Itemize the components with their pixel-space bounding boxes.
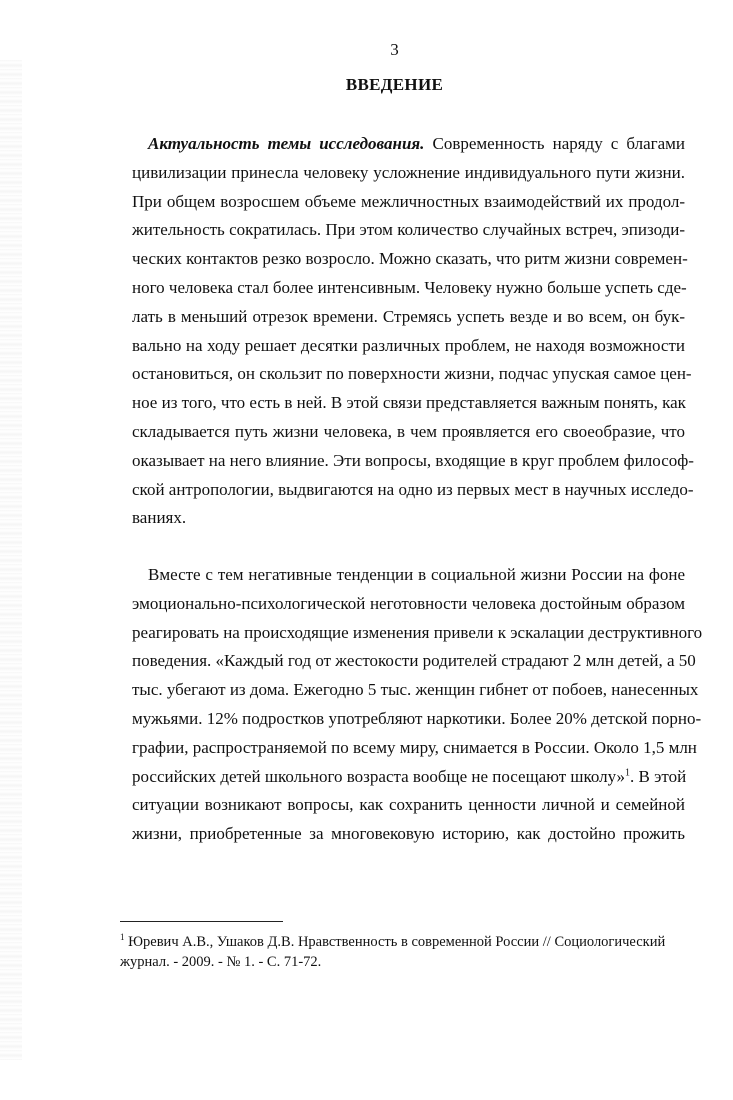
text-line: мужьями. 12% подростков употребляют наркотики. Более 20% детской порно- xyxy=(132,708,702,728)
text-line: Вместе с тем негативные тенденции в социальной жизни России на фоне xyxy=(148,565,685,584)
footnote-line: $^1$ Юревич А.В., Ушаков Д.В. Нравственность в современной России // Социологический xyxy=(120,932,666,950)
page-number: 3 xyxy=(390,40,399,59)
text-line: поведения. «Каждый год от жестокости родителей страдают 2 млн детей, а 50 xyxy=(132,651,696,671)
text-line: ситуации возникают вопросы, как сохранить ценности личной и семейной xyxy=(132,795,685,815)
paragraph-relevance xyxy=(132,130,694,533)
text-line: жизни, приобретенные за многовековую историю, как достойно прожить xyxy=(132,824,685,844)
text-line: ской антропологии, выдвигаются на одно из первых мест в научных исследо- xyxy=(132,479,694,499)
text-line: эмоционально-психологической неготовности человека достойным образом xyxy=(132,593,685,613)
footnote-mark: 1 xyxy=(120,932,125,943)
text-line: тыс. убегают из дома. Ежегодно 5 тыс. женщин гибнет от побоев, нанесенных xyxy=(132,680,699,700)
footnote xyxy=(120,932,680,972)
text-line: При общем возросшем объеме межличностных взаимодействий их продол- xyxy=(132,191,685,211)
text-line: ваниях. xyxy=(132,508,187,528)
text-line: Актуальность темы исследования. Современность наряду с благами xyxy=(148,134,685,153)
text-line: лать в меньший отрезок времени. Стремясь успеть везде и во всем, он бук- xyxy=(132,306,685,326)
text-line: графии, распространяемой по всему миру, снимается в России. Около 1,5 млн xyxy=(132,737,697,757)
paragraph-context xyxy=(132,561,703,849)
page-heading: ВВЕДЕНИЕ xyxy=(345,75,444,94)
text-line: вально на ходу решает десятки различных проблем, не находя возможности xyxy=(132,335,685,355)
text-line: цивилизации принесла человеку усложнение индивидуального пути жизни. xyxy=(132,162,685,182)
text-line: реагировать на происходящие изменения привели к эскалации деструктивного xyxy=(132,622,703,642)
text-line: жительность сократилась. При этом количество случайных встреч, эпизоди- xyxy=(132,220,685,240)
text-line: российских детей школьного возраста вообще не посещают школу»$^1$. В этой xyxy=(132,766,687,786)
text-line: остановиться, он скользит по поверхности жизни, подчас упуская самое цен- xyxy=(132,364,692,384)
footnote-divider xyxy=(120,921,283,922)
text-line: ного человека стал более интенсивным. Человеку нужно больше успеть сде- xyxy=(132,277,687,297)
text-line: ческих контактов резко возросло. Можно сказать, что ритм жизни современ- xyxy=(132,249,688,269)
text-line: складывается путь жизни человека, в чем проявляется его своеобразие, что xyxy=(132,421,685,441)
scan-edge-noise xyxy=(0,60,22,1060)
footnote-line: журнал. - 2009. - № 1. - С. 71-72. xyxy=(120,954,322,970)
text-line: ное из того, что есть в ней. В этой связи представляется важным понять, как xyxy=(132,393,686,413)
paragraph-lead: Актуальность темы исследования. xyxy=(148,134,425,153)
footnote-reference[interactable]: 1 xyxy=(625,766,631,778)
text-line: оказывает на него влияние. Эти вопросы, входящие в круг проблем философ- xyxy=(132,450,694,470)
